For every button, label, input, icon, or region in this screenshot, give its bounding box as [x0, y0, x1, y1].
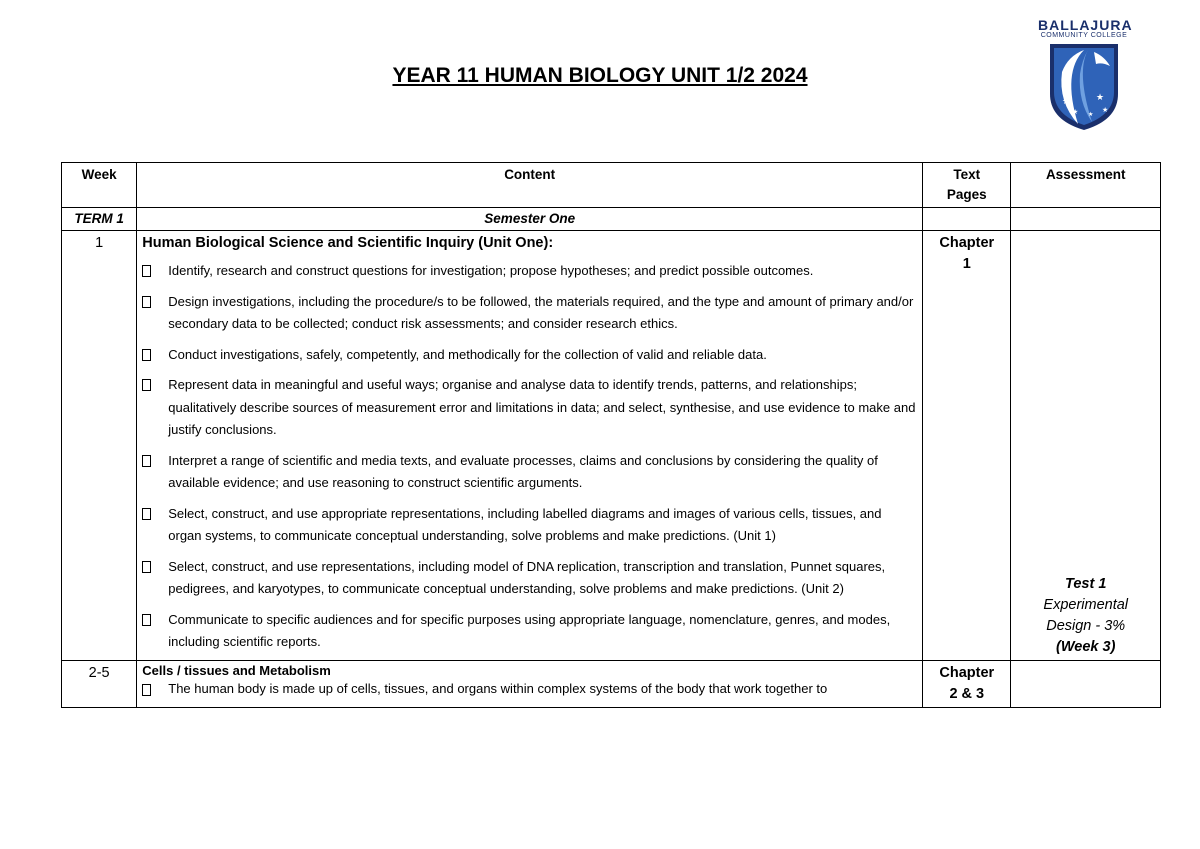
chapter-ref: Chapter 1 [923, 231, 1011, 661]
assessment-cell [1011, 231, 1161, 661]
bullet-box-icon [142, 508, 151, 520]
list-item: Select, construct, and use appropriate representations, including labelled diagrams and images of various cells, tissues, and organ systems, to communicate conceptual understanding, solve problems and make predictions. (Unit 1) [142, 503, 917, 548]
list-item: Represent data in meaningful and useful ways; organise and analyse data to identify trends, patterns, and relationships; qualitatively describe sources of measurement error and limitations in data; and select, synthesise, and use evidence to make and justify conclusions. [142, 374, 917, 442]
header-assessment: Assessment [1011, 163, 1161, 208]
table-header-row [62, 163, 1161, 208]
list-item: Communicate to specific audiences and for specific purposes using appropriate language, nomenclature, genres, and modes, including scientific reports. [142, 609, 917, 654]
term-label: TERM 1 [62, 208, 137, 231]
assessment-line2: Design - 3% [1046, 617, 1126, 634]
week-number: 2-5 [62, 660, 137, 707]
logo-subtitle: COMMUNITY COLLEGE [1040, 32, 1128, 39]
header-content: Content [137, 163, 923, 208]
bullet-box-icon [142, 379, 151, 391]
svg-text:★: ★ [1062, 97, 1071, 107]
content-cell [137, 231, 923, 661]
bullet-box-icon [142, 296, 151, 308]
list-item: Interpret a range of scientific and media texts, and evaluate processes, claims and conclusions by considering the quality of available evidence; and use reasoning to construct scientific arguments. [142, 450, 917, 495]
semester-label: Semester One [137, 208, 923, 231]
bullet-box-icon [142, 349, 151, 361]
svg-text:★: ★ [1088, 111, 1094, 118]
content-cell [137, 660, 923, 707]
svg-text:★: ★ [1096, 93, 1105, 103]
header-text-pages: Text Pages [923, 163, 1011, 208]
inquiry-skills-list [142, 260, 917, 654]
logo-name: BALLAJURA [1038, 17, 1133, 33]
bullet-box-icon [142, 455, 151, 467]
bullet-box-icon [142, 561, 151, 573]
chapter-ref: Chapter 2 & 3 [923, 660, 1011, 707]
svg-text:★: ★ [1102, 106, 1109, 114]
svg-text:★: ★ [1072, 108, 1079, 116]
assessment-line1: Experimental [1043, 596, 1129, 613]
topic-heading: Cells / tissues and Metabolism [142, 662, 331, 678]
assessment-test: Test 1 [1065, 575, 1107, 592]
header-week: Week [62, 163, 137, 208]
unit-heading: Human Biological Science and Scientific Inquiry (Unit One): [142, 235, 554, 251]
list-item: Select, construct, and use representations, including model of DNA replication, transcription and translation, Punnet squares, pedigrees, and karyotypes, to communicate conceptual understanding, solve problems and make predictions. (Unit 2) [142, 556, 917, 601]
course-schedule-table [61, 162, 1161, 708]
term-row [62, 208, 1161, 231]
week-number: 1 [62, 231, 137, 661]
page-title: YEAR 11 HUMAN BIOLOGY UNIT 1/2 2024 [392, 64, 808, 87]
list-item: Conduct investigations, safely, competently, and methodically for the collection of valid and reliable data. [142, 344, 917, 367]
table-row [62, 231, 1161, 661]
assessment-week: (Week 3) [1056, 638, 1116, 655]
bullet-box-icon [142, 684, 151, 696]
table-row [62, 660, 1161, 707]
bullet-box-icon [142, 614, 151, 626]
list-item: Identify, research and construct questions for investigation; propose hypotheses; and predict possible outcomes. [142, 260, 917, 283]
bullet-box-icon [142, 265, 151, 277]
list-item: Design investigations, including the procedure/s to be followed, the materials required, and the type and amount of primary and/or secondary data to be collected; conduct risk assessments; and consider research ethics. [142, 291, 917, 336]
list-item: The human body is made up of cells, tissues, and organs within complex systems of the body that work together to [142, 679, 917, 699]
